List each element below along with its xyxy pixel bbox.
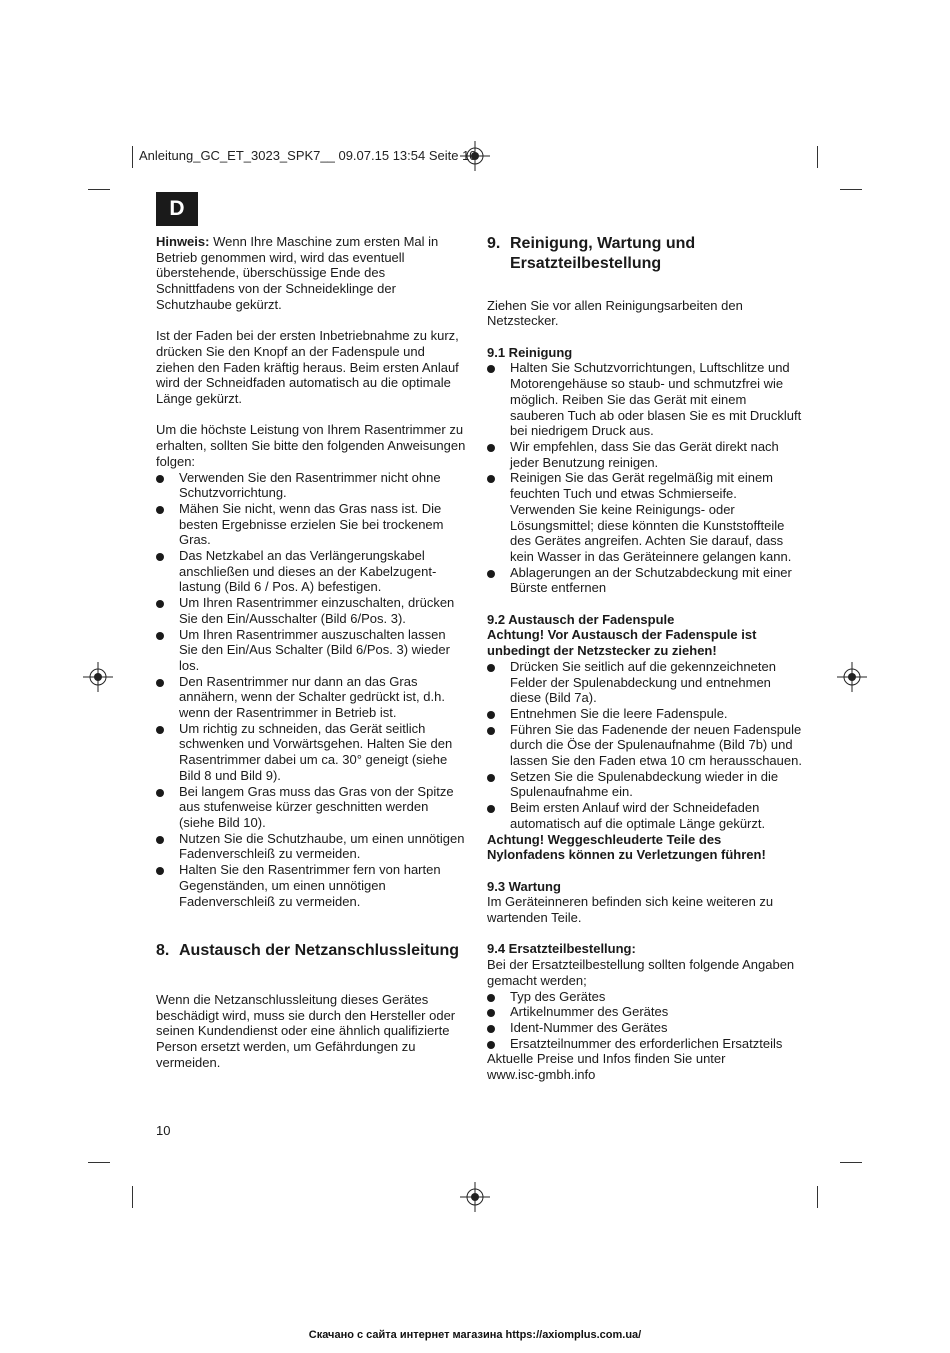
paragraph: Um die höchste Leistung von Ihrem Rasentrimmer zu erhalten, sollten Sie bitte den folgenden Anweisungen folgen: bbox=[156, 422, 466, 469]
paragraph: Ziehen Sie vor allen Reinigungsarbeiten den Netzstecker. bbox=[487, 297, 743, 329]
list-item: Ablagerungen an der Schutzabdeckung mit einer Bürste entfernen bbox=[487, 565, 802, 596]
page-number: 10 bbox=[156, 1123, 171, 1138]
list-item: Entnehmen Sie die leere Fadenspule. bbox=[487, 706, 802, 722]
spool-list bbox=[487, 659, 802, 832]
subsection-title: 9.3 Wartung bbox=[487, 878, 561, 894]
crop-mark bbox=[88, 189, 110, 190]
registration-mark-icon bbox=[837, 662, 867, 692]
warning-text: Achtung! Weggeschleuderte Teile des Nylonfadens können zu Verletzungen führen! bbox=[487, 831, 766, 863]
list-item: Beim ersten Anlauf wird der Schneidefaden automatisch auf die optimale Länge gekürzt. bbox=[487, 800, 802, 831]
crop-mark bbox=[840, 189, 862, 190]
list-item: Bei langem Gras muss das Gras von der Spitze aus stufenweise kürzer geschnitten werden (siehe Bild 10). bbox=[156, 784, 466, 831]
crop-mark bbox=[132, 146, 133, 168]
list-item: Um richtig zu schneiden, das Gerät seitlich schwenken und Vorwärtsgehen. Halten Sie den Rasentrimmer dabei um ca. 30° geneigt (siehe Bild 8 und Bild 9). bbox=[156, 721, 466, 784]
list-item: Führen Sie das Fadenende der neuen Fadenspule durch die Öse der Spulenaufnahme (Bild 7b) und lassen Sie den Faden etwa 10 cm herausschauen. bbox=[487, 722, 802, 769]
list-item: Drücken Sie seitlich auf die gekennzeichneten Felder der Spulenabdeckung und entnehmen diese (Bild 7a). bbox=[487, 659, 802, 706]
print-slug: Anleitung_GC_ET_3023_SPK7__ 09.07.15 13:54 Seite 10 bbox=[139, 148, 477, 163]
section-title: Austausch der Netzanschlussleitung bbox=[179, 941, 460, 959]
left-column bbox=[156, 234, 466, 1070]
cleaning-list bbox=[487, 360, 802, 596]
crop-mark bbox=[88, 1162, 110, 1163]
crop-mark bbox=[840, 1162, 862, 1163]
list-item: Ersatzteilnummer des erforderlichen Ersatzteils bbox=[487, 1036, 802, 1052]
hinweis-paragraph bbox=[156, 234, 466, 313]
section-title: Reinigung, Wartung und Ersatzteilbestellung bbox=[510, 235, 696, 272]
registration-mark-icon bbox=[83, 662, 113, 692]
paragraph: Im Geräteinneren befinden sich keine weiteren zu wartenden Teile. bbox=[487, 894, 774, 926]
language-badge: D bbox=[156, 192, 198, 226]
list-item: Nutzen Sie die Schutzhaube, um einen unnötigen Fadenverschleiß zu vermeiden. bbox=[156, 831, 466, 862]
list-item: Artikelnummer des Gerätes bbox=[487, 1004, 802, 1020]
list-item: Setzen Sie die Spulenabdeckung wieder in die Spulenaufnahme ein. bbox=[487, 769, 802, 800]
subsection-title: 9.4 Ersatzteilbestellung: bbox=[487, 941, 636, 957]
download-footer[interactable]: Скачано с сайта интернет магазина https://axiomplus.com.ua/ bbox=[308, 1329, 642, 1341]
paragraph: Aktuelle Preise und Infos finden Sie unter bbox=[487, 1051, 726, 1067]
subsection-title: 9.2 Austausch der Fadenspule bbox=[487, 611, 675, 627]
parts-order-list bbox=[487, 989, 802, 1052]
paragraph: Ist der Faden bei der ersten Inbetriebnahme zu kurz, drücken Sie den Knopf an der Fadenspule und ziehen den Faden kräftig heraus. Beim ersten Anlauf wird der Schneidfaden automatisch au die optimale Länge gekürzt. bbox=[156, 328, 459, 407]
list-item: Wir empfehlen, dass Sie das Gerät direkt nach jeder Benutzung reinigen. bbox=[487, 439, 802, 470]
list-item: Halten Sie Schutzvorrichtungen, Luftschlitze und Motorengehäuse so staub- und schmutzfrei wie möglich. Reiben Sie das Gerät mit einem sauberen Tuch ab oder blasen Sie es mit Druckluft bei niedrigem Druck aus. bbox=[487, 360, 802, 439]
hinweis-label: Hinweis: bbox=[156, 234, 210, 249]
section-heading bbox=[156, 941, 466, 961]
list-item: Den Rasentrimmer nur dann an das Gras annähern, wenn der Schalter gedrückt ist, d.h. wenn der Rasentrimmer in Betrieb ist. bbox=[156, 674, 466, 721]
crop-mark bbox=[817, 1186, 818, 1208]
list-item: Typ des Gerätes bbox=[487, 989, 802, 1005]
hinweis-text: Wenn Ihre Maschine zum ersten Mal in Betrieb genommen wird, wird das eventuell überstehende, überschüssige Ende des Schnittfadens von der Schneideklinge der Schutzhaube gekürzt. bbox=[156, 234, 439, 312]
list-item: Verwenden Sie den Rasentrimmer nicht ohne Schutzvorrichtung. bbox=[156, 470, 466, 501]
list-item: Reinigen Sie das Gerät regelmäßig mit einem feuchten Tuch und etwas Schmierseife. Verwenden Sie keine Reinigungs- oder Lösungsmittel; diese könnten die Kunststoffteile des Gerätes angreifen. Achten Sie darauf, dass kein Wasser in das Geräteinnere gelangen kann. bbox=[487, 470, 802, 564]
crop-mark bbox=[817, 146, 818, 168]
list-item: Mähen Sie nicht, wenn das Gras nass ist. Die besten Ergebnisse erzielen Sie bei trockenem Gras. bbox=[156, 501, 466, 548]
registration-mark-icon bbox=[460, 1182, 490, 1212]
warning-text: Achtung! Vor Austausch der Fadenspule ist unbedingt der Netzstecker zu ziehen! bbox=[487, 627, 757, 659]
list-item: Ident-Nummer des Gerätes bbox=[487, 1020, 802, 1036]
paragraph: Bei der Ersatzteilbestellung sollten folgende Angaben gemacht werden; bbox=[487, 957, 795, 988]
section-heading bbox=[487, 234, 802, 274]
list-item: Halten Sie den Rasentrimmer fern von harten Gegenständen, um einen unnötigen Fadenverschleiß zu vermeiden. bbox=[156, 862, 466, 909]
section-number: 8. bbox=[156, 941, 170, 959]
list-item: Um Ihren Rasentrimmer einzuschalten, drücken Sie den Ein/Ausschalter (Bild 6/Pos. 3). bbox=[156, 595, 466, 626]
website-link[interactable]: www.isc-gmbh.info bbox=[487, 1067, 596, 1083]
list-item: Das Netzkabel an das Verlängerungskabel anschließen und dieses an der Kabelzugent-lastung (Bild 6 / Pos. A) befestigen. bbox=[156, 548, 466, 595]
section-number: 9. bbox=[487, 235, 501, 252]
crop-mark bbox=[132, 1186, 133, 1208]
list-item: Um Ihren Rasentrimmer auszuschalten lassen Sie den Ein/Aus Schalter (Bild 6/Pos. 3) wieder los. bbox=[156, 627, 466, 674]
right-column bbox=[487, 234, 802, 1083]
subsection-title: 9.1 Reinigung bbox=[487, 344, 573, 360]
paragraph: Wenn die Netzanschlussleitung dieses Gerätes beschädigt wird, muss sie durch den Hersteller oder seinen Kundendienst oder eine ähnlich qualifizierte Person ersetzt werden, um Gefährdungen zu vermeiden. bbox=[156, 991, 456, 1070]
instruction-list bbox=[156, 470, 466, 910]
